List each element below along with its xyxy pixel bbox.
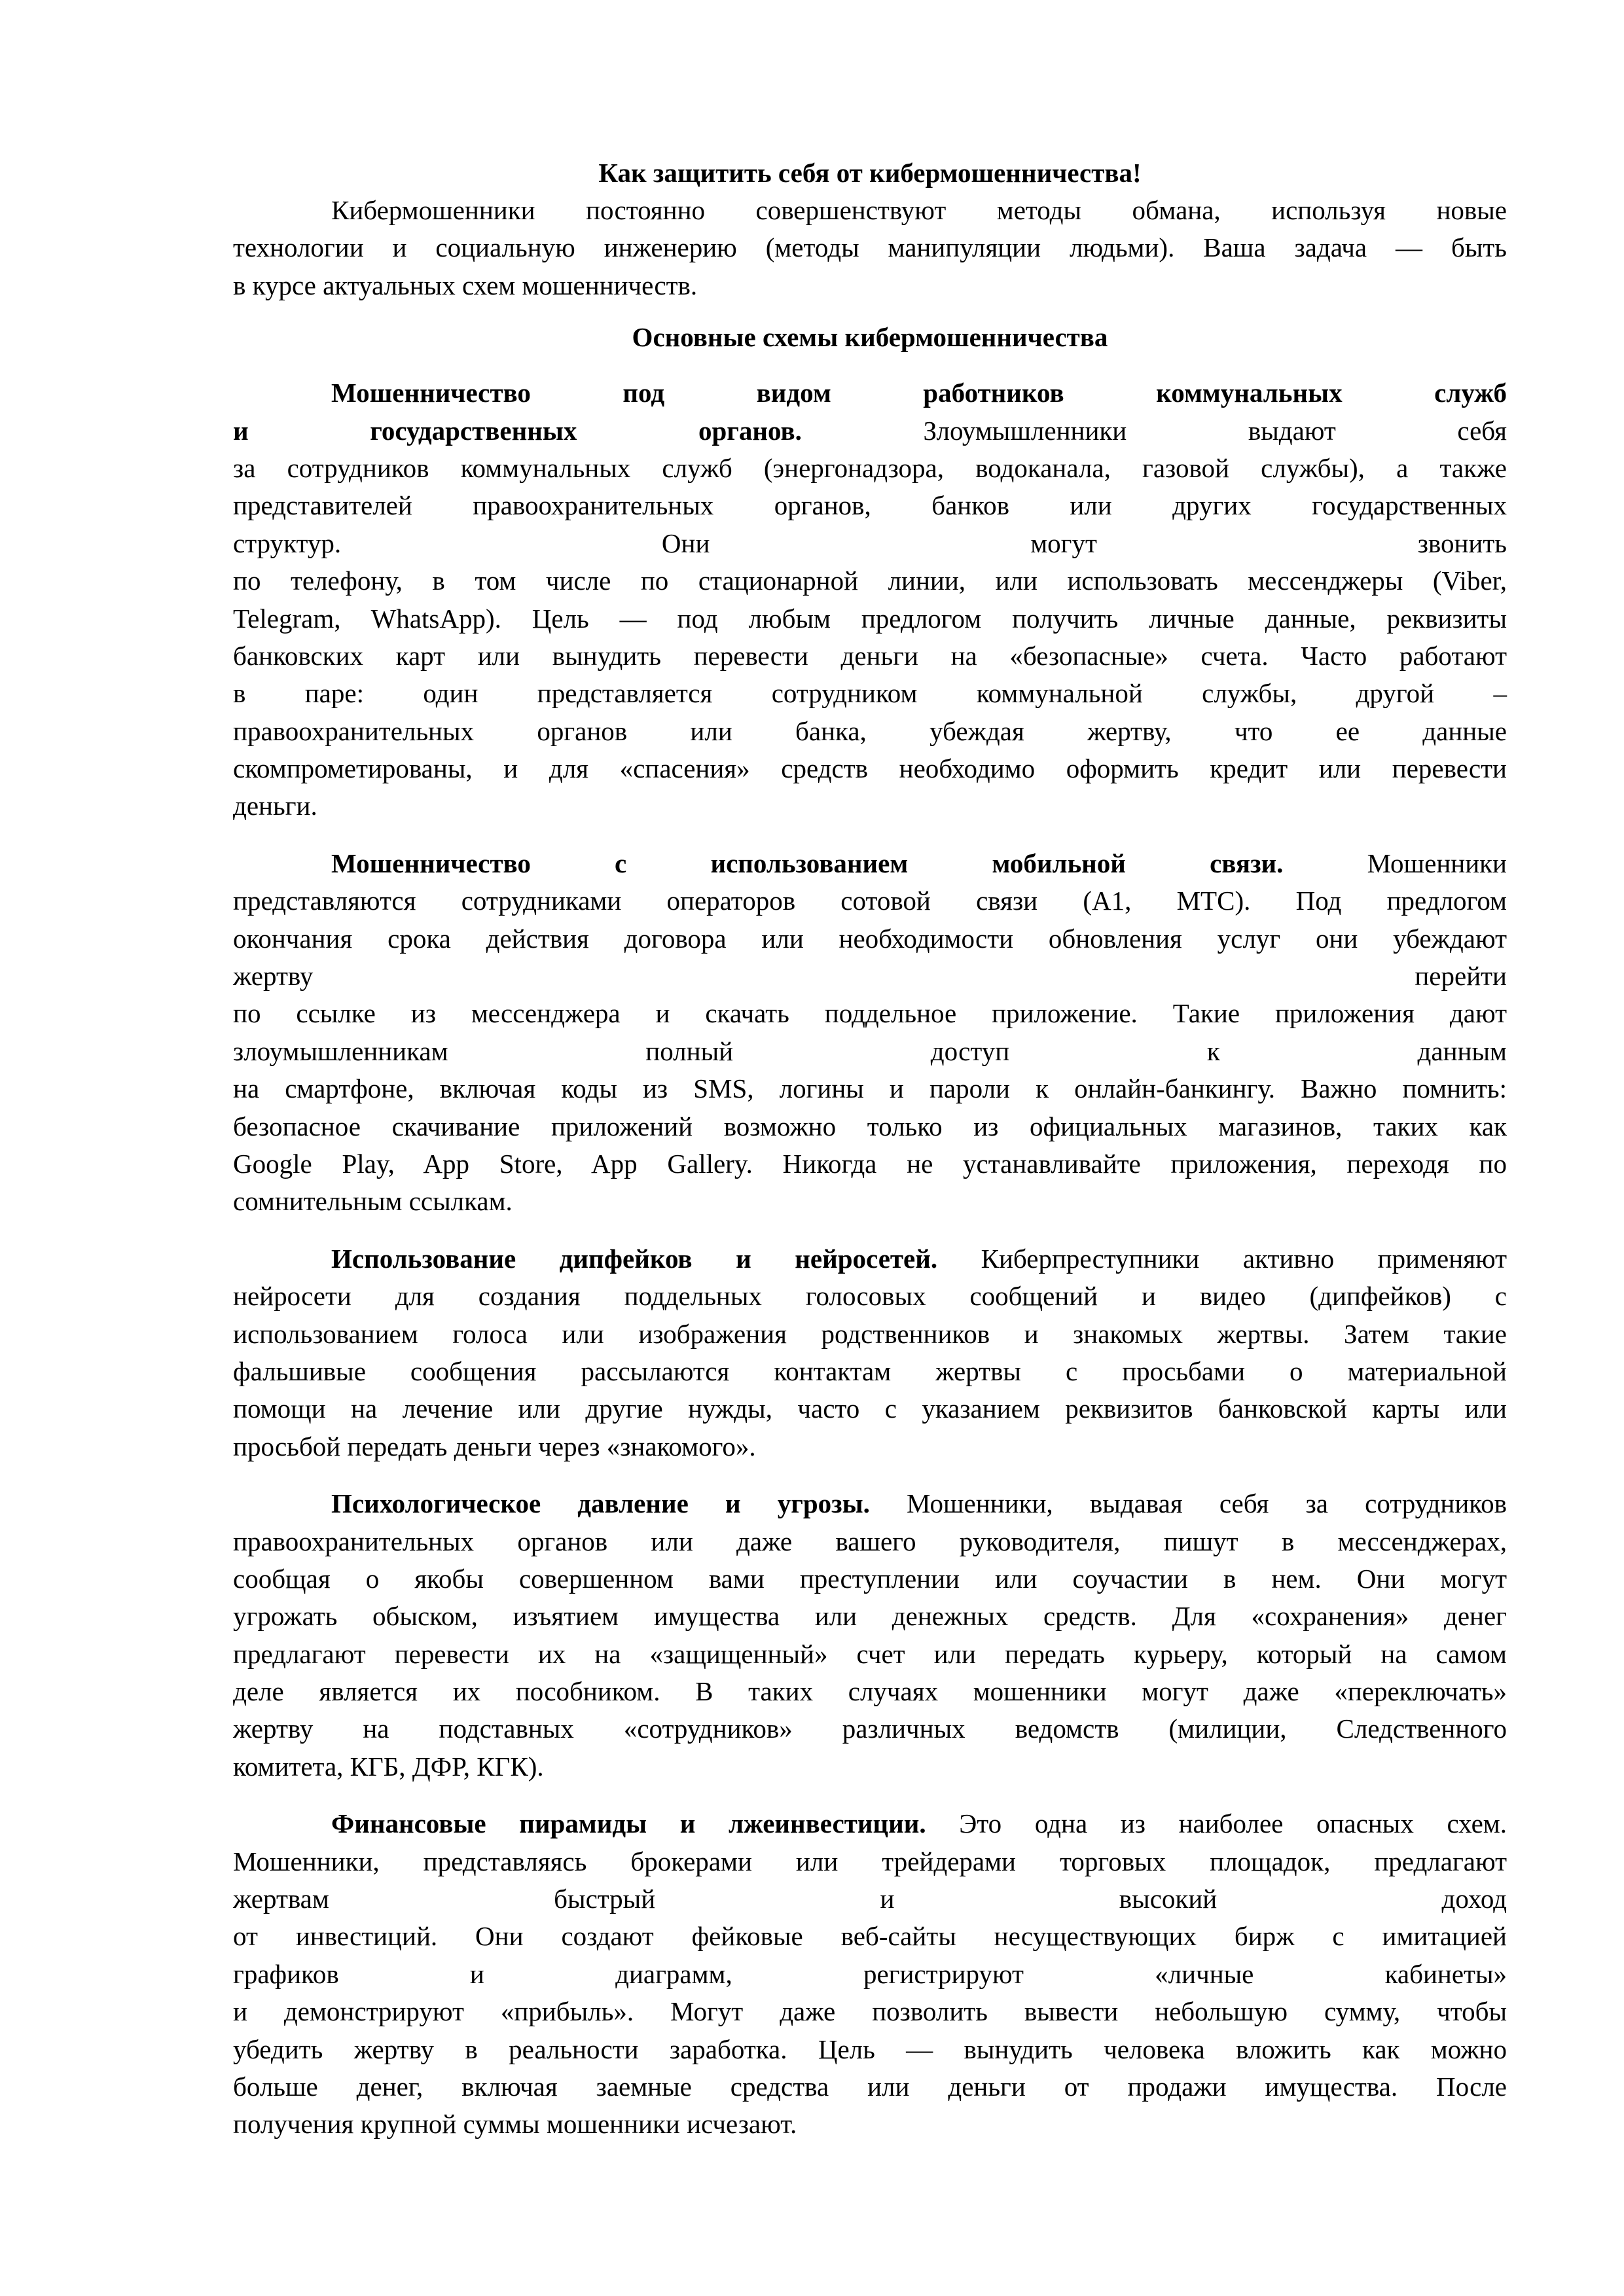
- body-text: получения крупной суммы мошенники исчезают.: [233, 2109, 797, 2140]
- intro-line: технологии и социальную инженерию (методы манипуляции людьми). Ваша задача — быть: [233, 232, 1507, 263]
- paragraph-line: [233, 787, 1507, 825]
- section-lead-heading: Психологическое давление и угрозы.: [331, 1488, 870, 1519]
- body-text: использованием голоса или изображения родственников и знакомых жертвы. Затем такие: [233, 1318, 1507, 1349]
- body-text: в паре: один представляется сотрудником коммунальной службы, другой –: [233, 678, 1507, 709]
- section-lead-heading: Мошенничество под видом работников коммунальных служб: [331, 378, 1507, 408]
- paragraph-line: [233, 1636, 1507, 1673]
- body-text: деньги.: [233, 791, 317, 821]
- paragraph-line: [233, 637, 1507, 675]
- section-lead-heading: Финансовые пирамиды и лжеинвестиции.: [331, 1808, 926, 1839]
- paragraph-line: [233, 1843, 1507, 1880]
- paragraph-line: [233, 1240, 1507, 1278]
- body-text: за сотрудников коммунальных служб (энергонадзора, водоканала, газовой службы), а также: [233, 452, 1507, 483]
- body-text: фальшивые сообщения рассылаются контактам жертвы с просьбами о материальной: [233, 1355, 1507, 1386]
- body-text: Мошенники, выдавая себя за сотрудников: [869, 1488, 1507, 1519]
- paragraph-line: [233, 1805, 1507, 1842]
- paragraph-line: [233, 1278, 1507, 1315]
- paragraph-line: [233, 412, 1507, 450]
- body-text: правоохранительных органов или банка, убеждая жертву, что ее данные: [233, 715, 1507, 746]
- body-text: Google Play, App Store, App Gallery. Никогда не устанавливайте приложения, переходя по: [233, 1148, 1507, 1179]
- body-text: предлагают перевести их на «защищенный» счет или передать курьеру, который на самом: [233, 1638, 1507, 1669]
- body-text: нейросети для создания поддельных голосовых сообщений и видео (дипфейков) с: [233, 1281, 1507, 1312]
- section-deepfakes: [233, 1240, 1507, 1465]
- paragraph-line: [233, 1390, 1507, 1427]
- body-text: деле является их пособником. В таких случаях мошенники могут даже «переключать»: [233, 1676, 1507, 1707]
- paragraph-line: [233, 1918, 1507, 1955]
- body-text: Мошенники, представляясь брокерами или трейдерами торговых площадок, предлагают: [233, 1846, 1507, 1876]
- body-text: представляются сотрудниками операторов сотовой связи (А1, МТС). Под предлогом: [233, 886, 1507, 916]
- body-text: и демонстрируют «прибыль». Могут даже позволить вывести небольшую сумму, чтобы: [233, 1996, 1507, 2027]
- paragraph-line: [233, 487, 1507, 524]
- paragraph-line: [233, 1598, 1507, 1635]
- section-heading: Основные схемы кибермошенничества: [632, 322, 1108, 353]
- section-lead-heading: Мошенничество с использованием мобильной связи.: [331, 848, 1284, 878]
- body-text: Мошенники: [1283, 848, 1507, 878]
- paragraph-line: [233, 1485, 1507, 1522]
- intro-line: в курсе актуальных схем мошенничеств.: [233, 270, 698, 300]
- paragraph-line: [233, 1183, 1507, 1220]
- paragraph-line: [233, 1316, 1507, 1353]
- section-lead-heading: и государственных органов.: [233, 415, 802, 446]
- section-mobile-fraud: [233, 845, 1507, 1221]
- paragraph-line: [233, 525, 1507, 562]
- body-text: по ссылке из мессенджера и скачать поддельное приложение. Такие приложения дают: [233, 998, 1507, 1029]
- paragraph-line: [233, 450, 1507, 487]
- body-text: Это одна из наиболее опасных схем.: [926, 1808, 1507, 1839]
- paragraph-line: [233, 2031, 1507, 2068]
- section-psychological-pressure: [233, 1485, 1507, 1785]
- paragraph-line: [233, 882, 1507, 920]
- paragraph-line: [233, 1710, 1507, 1748]
- paragraph-line: [233, 1673, 1507, 1710]
- intro-line: Кибермошенники постоянно совершенствуют методы обмана, используя новые: [331, 195, 1507, 225]
- section-utility-impersonation: [233, 374, 1507, 825]
- body-text: сомнительным ссылкам.: [233, 1186, 513, 1217]
- paragraph-line: [233, 2106, 1507, 2143]
- paragraph-line: [233, 1145, 1507, 1183]
- body-text: жертвам быстрый и высокий доход: [233, 1884, 1507, 1914]
- paragraph-line: [233, 995, 1507, 1032]
- body-text: графиков и диаграмм, регистрируют «личные кабинеты»: [233, 1958, 1507, 1989]
- body-text: Киберпреступники активно применяют: [937, 1243, 1507, 1274]
- paragraph-line: [233, 958, 1507, 995]
- body-text: Злоумышленники выдают себя: [801, 415, 1507, 446]
- paragraph-line: [233, 2068, 1507, 2106]
- paragraph-line: [233, 1353, 1507, 1390]
- document-title: Как защитить себя от кибермошенничества!: [598, 158, 1142, 188]
- body-text: по телефону, в том числе по стационарной линии, или использовать мессенджеры (Viber,: [233, 565, 1507, 596]
- body-text: правоохранительных органов или даже вашего руководителя, пишут в мессенджерах,: [233, 1526, 1507, 1556]
- paragraph-line: [233, 1070, 1507, 1107]
- body-text: банковских карт или вынудить перевести деньги на «безопасные» счета. Часто работают: [233, 640, 1507, 671]
- paragraph-line: [233, 713, 1507, 750]
- body-text: окончания срока действия договора или необходимости обновления услуг они убеждают: [233, 923, 1507, 954]
- paragraph-line: [233, 1523, 1507, 1560]
- body-text: на смартфоне, включая коды из SMS, логины и пароли к онлайн-банкингу. Важно помнить:: [233, 1073, 1507, 1104]
- document-page: [233, 154, 1507, 2163]
- section-financial-pyramids: [233, 1805, 1507, 2144]
- paragraph-line: [233, 1993, 1507, 2030]
- paragraph-line: [233, 1108, 1507, 1145]
- paragraph-line: [233, 845, 1507, 882]
- paragraph-line: [233, 1748, 1507, 1785]
- body-text: скомпрометированы, и для «спасения» средств необходимо оформить кредит или перевести: [233, 753, 1507, 784]
- paragraph-line: [233, 750, 1507, 787]
- body-text: убедить жертву в реальности заработка. Цель — вынудить человека вложить как можно: [233, 2034, 1507, 2064]
- section-lead-heading: Использование дипфейков и нейросетей.: [331, 1243, 938, 1274]
- intro-paragraph: [233, 192, 1507, 304]
- body-text: просьбой передать деньги через «знакомого».: [233, 1431, 756, 1462]
- paragraph-line: [233, 600, 1507, 637]
- sections-container: [233, 374, 1507, 2144]
- paragraph-line: [233, 562, 1507, 600]
- body-text: структур. Они могут звонить: [233, 528, 1507, 558]
- body-text: помощи на лечение или другие нужды, часто с указанием реквизитов банковской карты или: [233, 1393, 1507, 1424]
- body-text: сообщая о якобы совершенном вами преступлении или соучастии в нем. Они могут: [233, 1563, 1507, 1594]
- paragraph-line: [233, 1428, 1507, 1465]
- body-text: больше денег, включая заемные средства или деньги от продажи имущества. После: [233, 2071, 1507, 2102]
- body-text: комитета, КГБ, ДФР, КГК).: [233, 1751, 544, 1782]
- body-text: от инвестиций. Они создают фейковые веб-сайты несуществующих бирж с имитацией: [233, 1921, 1507, 1952]
- paragraph-line: [233, 1880, 1507, 1918]
- body-text: жертву на подставных «сотрудников» различных ведомств (милиции, Следственного: [233, 1713, 1507, 1744]
- paragraph-line: [233, 675, 1507, 712]
- body-text: злоумышленникам полный доступ к данным: [233, 1035, 1507, 1066]
- paragraph-line: [233, 1033, 1507, 1070]
- body-text: безопасное скачивание приложений возможно только из официальных магазинов, таких как: [233, 1111, 1507, 1141]
- body-text: угрожать обыском, изъятием имущества или денежных средств. Для «сохранения» денег: [233, 1601, 1507, 1632]
- paragraph-line: [233, 1956, 1507, 1993]
- paragraph-line: [233, 1560, 1507, 1598]
- body-text: представителей правоохранительных органов, банков или других государственных: [233, 490, 1507, 521]
- body-text: Telegram, WhatsApp). Цель — под любым предлогом получить личные данные, реквизиты: [233, 603, 1507, 634]
- paragraph-line: [233, 374, 1507, 412]
- paragraph-line: [233, 920, 1507, 958]
- body-text: жертву перейти: [233, 961, 1507, 992]
